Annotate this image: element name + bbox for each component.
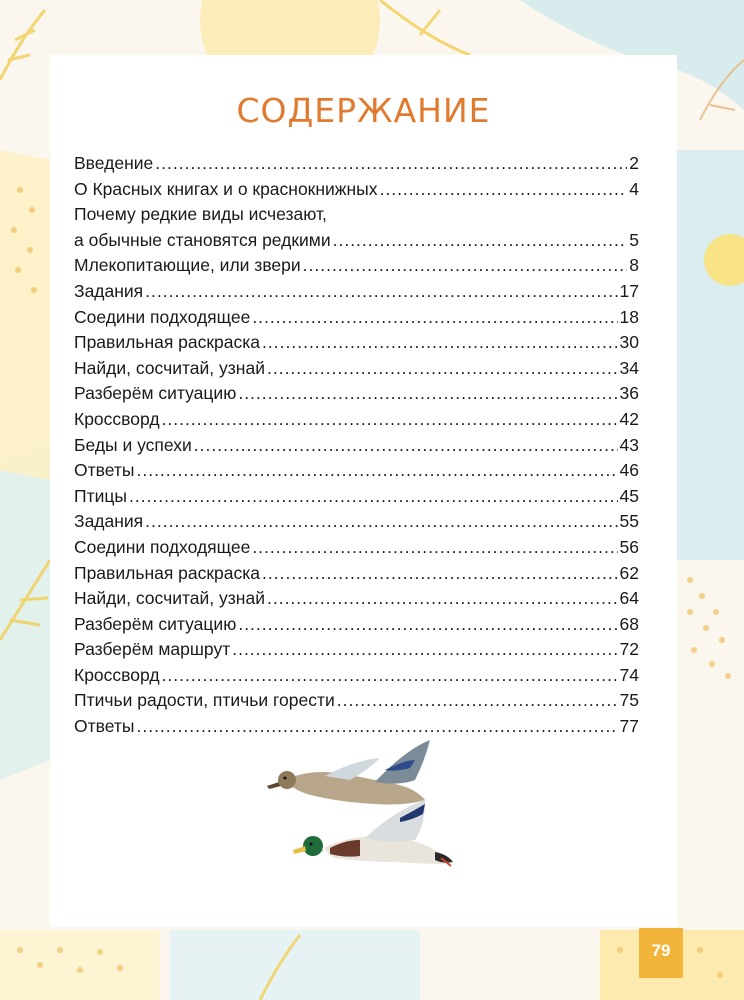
toc-entry-page: 42 [619, 408, 639, 429]
toc-entry-page: 62 [619, 562, 639, 583]
toc-entry-label: Найди, сосчитай, узнай [74, 588, 265, 609]
toc-entry-label: Птичьи радости, птичьи горести [74, 690, 335, 711]
toc-entry-page: 72 [619, 639, 639, 660]
table-of-contents [74, 151, 639, 740]
toc-leader-dots [333, 228, 628, 254]
toc-entry[interactable] [74, 458, 639, 484]
toc-leader-dots [145, 509, 617, 535]
page-number-badge: 79 [639, 928, 683, 978]
toc-leader-dots [232, 637, 617, 663]
toc-entry-page: 43 [619, 434, 639, 455]
toc-leader-dots [267, 586, 618, 612]
toc-entry-label-cont: а обычные становятся редкими [74, 229, 331, 250]
toc-entry-label: Правильная раскраска [74, 332, 261, 353]
toc-entry[interactable] [74, 509, 639, 535]
toc-entry-page: 68 [619, 613, 639, 634]
toc-entry[interactable] [74, 407, 639, 433]
toc-entry[interactable] [74, 177, 639, 203]
toc-entry-label: Задания [74, 511, 144, 532]
toc-leader-dots [337, 688, 618, 714]
toc-entry-page: 56 [619, 536, 639, 557]
male-duck [293, 800, 453, 866]
toc-entry-label: Соедини подходящее [74, 536, 251, 557]
toc-entry-page: 64 [619, 588, 639, 609]
toc-entry[interactable] [74, 714, 639, 740]
toc-entry-page: 34 [619, 357, 639, 378]
toc-entry-label: Млекопитающие, или звери [74, 255, 301, 276]
toc-entry-label: Введение [74, 153, 154, 173]
toc-entry-label: Птицы [74, 485, 127, 506]
toc-entry-label: Кроссворд [74, 408, 160, 429]
toc-entry-page: 75 [619, 690, 639, 711]
toc-entry[interactable] [74, 305, 639, 331]
toc-leader-dots [267, 356, 618, 382]
toc-entry[interactable] [74, 484, 639, 510]
toc-entry-page: 55 [619, 511, 639, 532]
toc-entry-label: Правильная раскраска [74, 562, 261, 583]
toc-leader-dots [145, 279, 617, 305]
toc-entry-page: 74 [619, 664, 639, 685]
toc-entry[interactable] [74, 381, 639, 407]
toc-entry[interactable] [74, 586, 639, 612]
toc-leader-dots [262, 561, 617, 587]
toc-entry[interactable] [74, 688, 639, 714]
toc-leader-dots [136, 714, 617, 740]
toc-entry-label: Ответы [74, 460, 135, 481]
toc-entry-page: 5 [629, 229, 639, 250]
toc-leader-dots [136, 458, 617, 484]
toc-entry[interactable] [74, 535, 639, 561]
toc-leader-dots [252, 305, 617, 331]
toc-leader-dots [303, 253, 628, 279]
toc-entry-page: 2 [629, 153, 639, 173]
female-duck [267, 740, 430, 805]
toc-entry-label: Почему редкие виды исчезают, [74, 204, 327, 225]
toc-entry[interactable] [74, 561, 639, 587]
toc-entry-page: 4 [629, 178, 639, 199]
toc-entry-label: О Красных книгах и о краснокнижных [74, 178, 378, 199]
toc-entry-page: 77 [619, 716, 639, 737]
toc-entry-page: 30 [619, 332, 639, 353]
toc-entry[interactable] [74, 663, 639, 689]
toc-leader-dots [252, 535, 617, 561]
content-panel [50, 55, 677, 927]
toc-leader-dots [194, 433, 618, 459]
toc-entry-label: Задания [74, 280, 144, 301]
toc-entry[interactable] [74, 151, 639, 177]
toc-entry-label: Беды и успехи [74, 434, 192, 455]
toc-entry-label: Разберём маршрут [74, 639, 231, 660]
flying-ducks-illustration [265, 740, 460, 870]
toc-leader-dots [129, 484, 618, 510]
page-title: СОДЕРЖАНИЕ [236, 91, 491, 130]
toc-entry[interactable] [74, 356, 639, 382]
toc-entry[interactable] [74, 637, 639, 663]
toc-leader-dots [379, 177, 627, 203]
toc-entry[interactable] [74, 253, 639, 279]
toc-entry-page: 18 [619, 306, 639, 327]
toc-leader-dots [238, 381, 617, 407]
toc-entry[interactable] [74, 330, 639, 356]
toc-entry-page: 46 [619, 460, 639, 481]
toc-entry-page: 36 [619, 383, 639, 404]
toc-entry-label: Найди, сосчитай, узнай [74, 357, 265, 378]
toc-entry-page: 45 [619, 485, 639, 506]
toc-entry[interactable] [74, 279, 639, 305]
toc-entry-label: Кроссворд [74, 664, 160, 685]
toc-entry[interactable] [74, 202, 639, 253]
toc-leader-dots [155, 151, 627, 177]
toc-leader-dots [262, 330, 617, 356]
toc-entry-page: 8 [629, 255, 639, 276]
toc-entry-label: Разберём ситуацию [74, 383, 237, 404]
toc-entry[interactable] [74, 612, 639, 638]
toc-entry-label: Ответы [74, 716, 135, 737]
toc-leader-dots [238, 612, 617, 638]
toc-leader-dots [162, 663, 618, 689]
toc-entry-page: 17 [619, 280, 639, 301]
toc-leader-dots [162, 407, 618, 433]
toc-entry[interactable] [74, 433, 639, 459]
toc-entry-label: Соедини подходящее [74, 306, 251, 327]
toc-entry-label: Разберём ситуацию [74, 613, 237, 634]
